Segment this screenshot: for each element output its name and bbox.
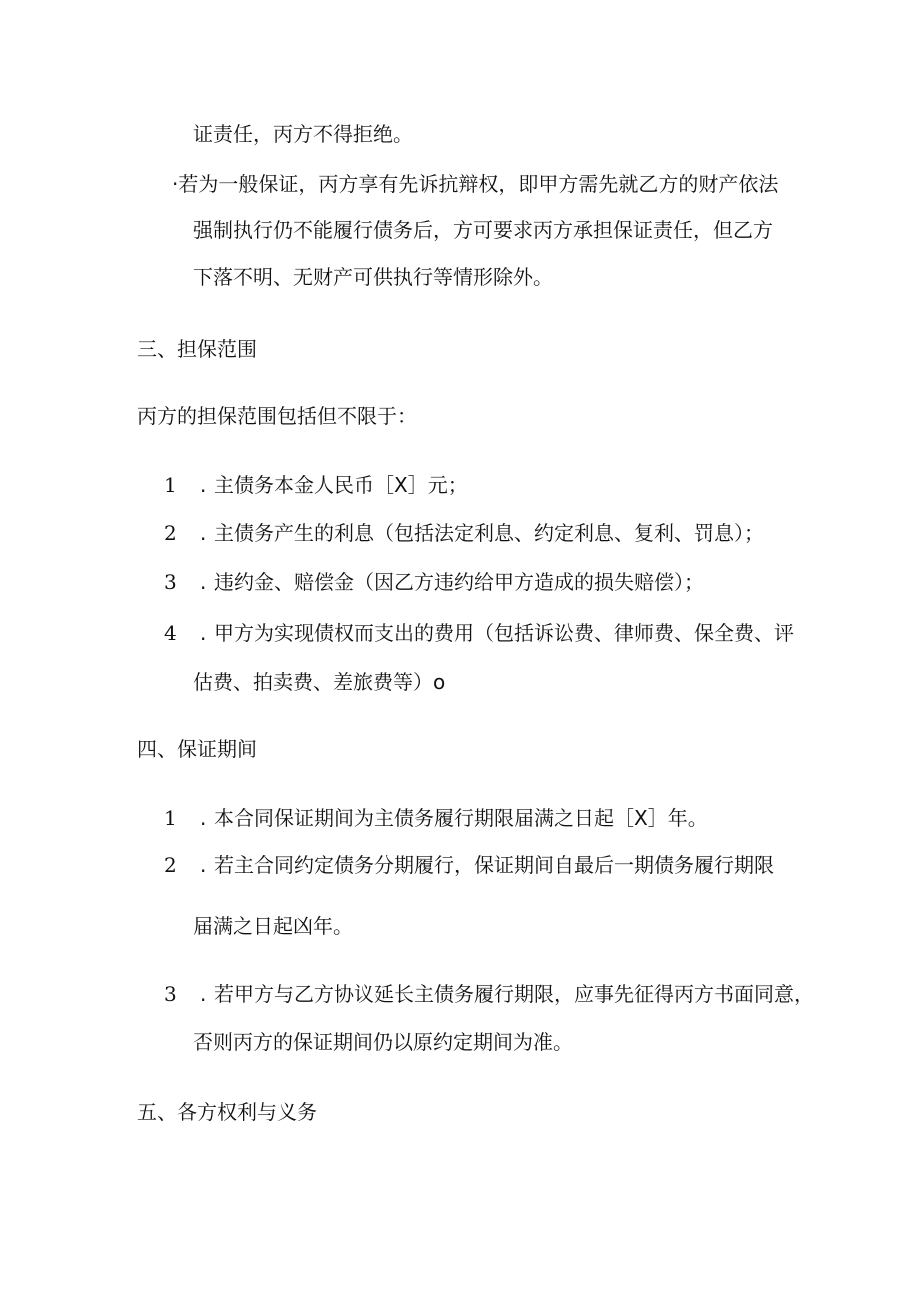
list-item-text: 甲方为实现债权而支出的费用（包括诉讼费、律师费、保全费、评 (214, 621, 794, 645)
list-item-text: 本合同保证期间为主债务履行期限届满之日起［X］年。 (214, 806, 708, 830)
list-item-number: 1 (164, 473, 177, 497)
list-item-continuation: 估费、拍卖费、差旅费等）o (193, 670, 446, 694)
list-item (164, 473, 468, 497)
list-item-dot: . (200, 473, 207, 497)
list-item (164, 570, 704, 594)
list-item (164, 521, 764, 545)
section-heading: 五、各方权利与义务 (137, 1100, 317, 1124)
paragraph-line: 强制执行仍不能履行债务后，方可要求丙方承担保证责任，但乙方 (193, 218, 773, 242)
list-item-dot: . (200, 806, 207, 830)
list-item-dot: . (200, 521, 207, 545)
list-item (164, 621, 794, 645)
list-item-number: 1 (164, 806, 177, 830)
list-item-dot: . (200, 982, 207, 1006)
paragraph-line: 证责任，丙方不得拒绝。 (193, 122, 413, 146)
list-item (164, 806, 708, 830)
list-item-text: 主债务本金人民币［X］元； (214, 473, 468, 497)
list-item-number: 2 (164, 521, 177, 545)
list-item-text: 若甲方与乙方协议延长主债务履行期限，应事先征得丙方书面同意， (214, 982, 814, 1006)
list-item-continuation: 否则丙方的保证期间仍以原约定期间为准。 (193, 1030, 573, 1054)
list-item-dot: . (200, 621, 207, 645)
list-item-number: 3 (164, 982, 177, 1006)
paragraph-line: ·若为一般保证，丙方享有先诉抗辩权，即甲方需先就乙方的财产依法 (172, 172, 779, 196)
list-item-text: 主债务产生的利息（包括法定利息、约定利息、复利、罚息）； (214, 521, 764, 545)
list-item-text: 违约金、赔偿金（因乙方违约给甲方造成的损失赔偿）； (214, 570, 704, 594)
section-intro: 丙方的担保范围包括但不限于： (137, 404, 417, 428)
paragraph-line: 下落不明、无财产可供执行等情形除外。 (193, 265, 553, 289)
list-item-number: 2 (164, 853, 177, 877)
list-item-number: 3 (164, 570, 177, 594)
section-heading: 四、保证期间 (137, 737, 257, 761)
list-item-text: 若主合同约定债务分期履行，保证期间自最后一期债务履行期限 (214, 853, 774, 877)
list-item-number: 4 (164, 621, 177, 645)
list-item-continuation: 届满之日起凶年。 (193, 914, 353, 938)
list-item (164, 853, 774, 877)
list-item (164, 982, 814, 1006)
list-item-dot: . (200, 853, 207, 877)
list-item-dot: . (200, 570, 207, 594)
section-heading: 三、担保范围 (137, 337, 257, 361)
